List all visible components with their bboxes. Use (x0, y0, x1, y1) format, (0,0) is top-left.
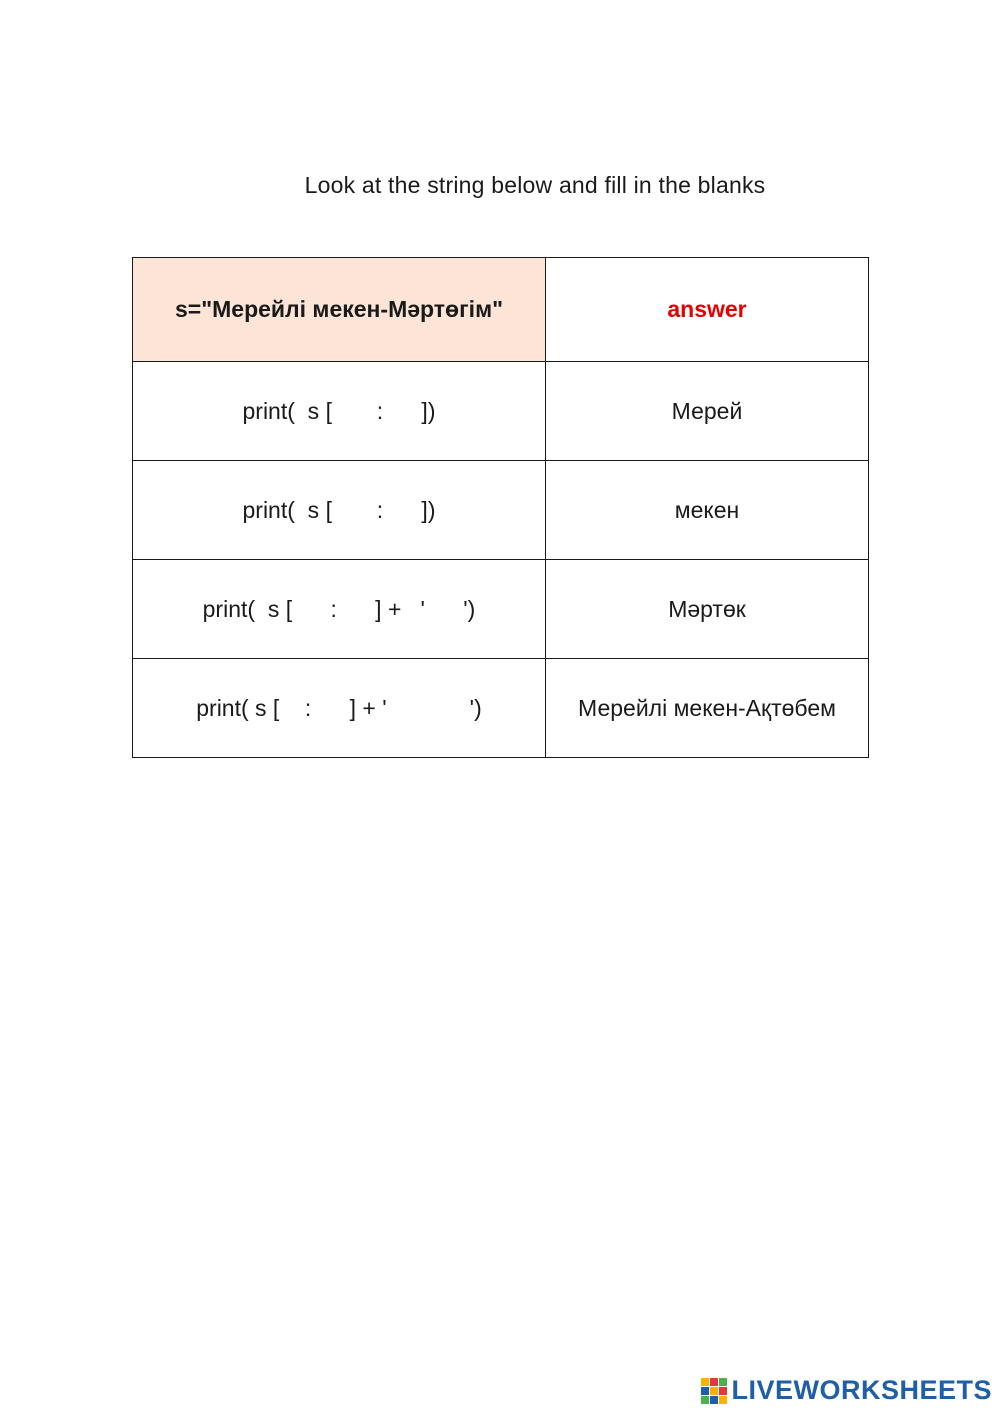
table-header-row (133, 258, 869, 362)
answer-cell: мекен (546, 461, 869, 560)
answer-cell: Мерей (546, 362, 869, 461)
answer-header-cell: answer (546, 258, 869, 362)
table-row (133, 461, 869, 560)
table-row (133, 362, 869, 461)
liveworksheets-logo (701, 1375, 992, 1406)
logo-text: LIVEWORKSHEETS (731, 1375, 992, 1405)
given-string-cell: s="Мерейлі мекен-Мәртөгім" (133, 258, 546, 362)
table-row (133, 659, 869, 758)
worksheet-table (132, 257, 869, 758)
table-row (133, 560, 869, 659)
answer-cell: Мәртөк (546, 560, 869, 659)
code-cell[interactable]: print( s [ : ]) (133, 362, 546, 461)
instruction-text: Look at the string below and fill in the blanks (304, 172, 766, 198)
code-cell[interactable]: print( s [ : ] + ' ') (133, 560, 546, 659)
code-cell[interactable]: print( s [ : ]) (133, 461, 546, 560)
code-cell[interactable]: print( s [ : ] + ' ') (133, 659, 546, 758)
logo-grid-icon (701, 1378, 727, 1404)
answer-cell: Мерейлі мекен-Ақтөбем (546, 659, 869, 758)
